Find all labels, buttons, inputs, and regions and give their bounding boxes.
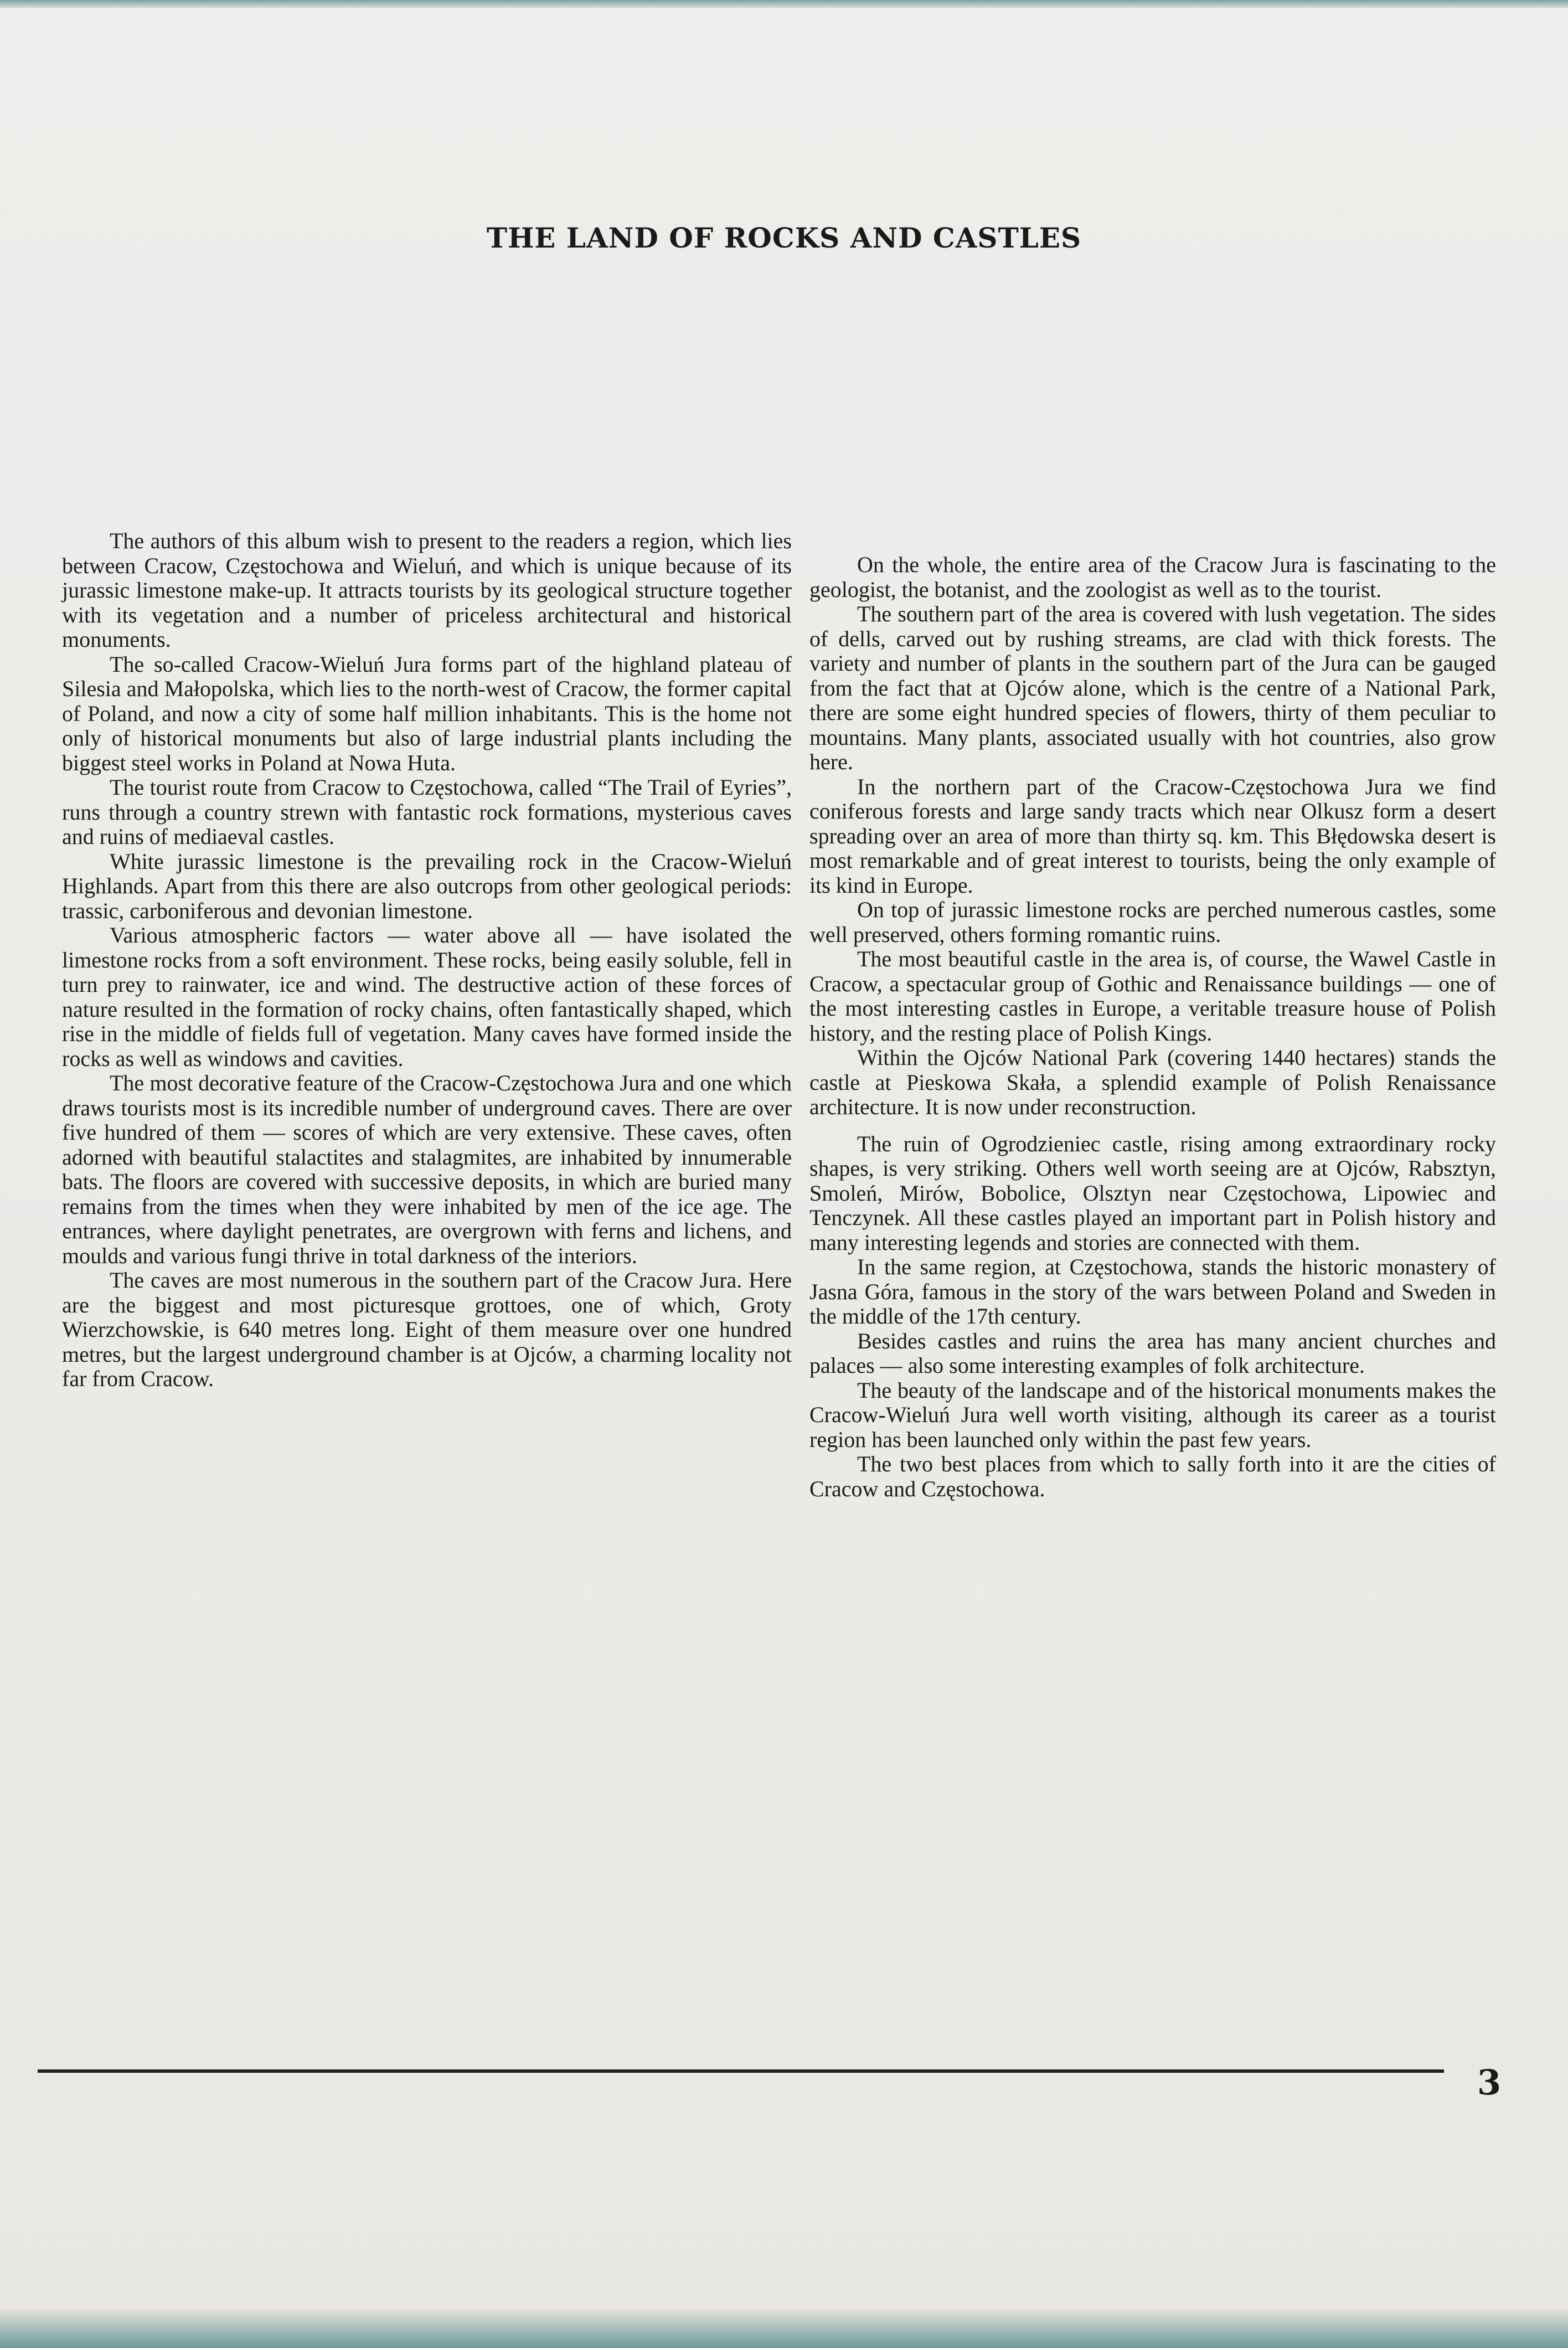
paragraph: Various atmospheric factors — water above all — have isolated the limestone rocks from a soft environment. These rocks, being easily soluble, fell in turn prey to rainwater, ice and wind. The destructive action of these forces of nature resulted in the formation of rocky chains, often fantastically shaped, which rise in the middle of fields full of vegetation. Many caves have formed inside the rocks as well as windows and cavities. [62, 923, 792, 1071]
paragraph: Besides castles and ruins the area has many ancient churches and palaces — also some interesting examples of folk architecture. [809, 1328, 1496, 1378]
paragraph: The tourist route from Cracow to Częstochowa, called “The Trail of Eyries”, runs through a country strewn with fantastic rock formations, mysterious caves and ruins of mediaeval castles. [62, 775, 792, 849]
paragraph: The so-called Cracow-Wieluń Jura forms part of the highland plateau of Silesia and Małopolska, which lies to the north-west of Cracow, the former capital of Poland, and now a city of some half million inhabitants. This is the home not only of historical monuments but also of large industrial plants including the biggest steel works in Poland at Nowa Huta. [62, 651, 792, 775]
paragraph: The most decorative feature of the Cracow-Częstochowa Jura and one which draws tourists most is its incredible number of underground caves. There are over five hundred of them — scores of which are very extensive. These caves, often adorned with beautiful stalactites and stalagmites, are inhabited by innumerable bats. The floors are covered with successive deposits, in which are buried many remains from the times when they were inhabited by men of the ice age. The entrances, where daylight penetrates, are overgrown with ferns and lichens, and moulds and various fungi thrive in total darkness of the interiors. [62, 1070, 792, 1268]
page-number: 3 [1477, 2062, 1502, 2103]
paragraph: The ruin of Ogrodzieniec castle, rising among extraordinary rocky shapes, is very striking. Others well worth seeing are at Ojców, Rabsztyn, Smoleń, Mirów, Bobolice, Olsztyn near Częstochowa, Lipowiec and Tenczynek. All these castles played an important part in Polish history and many interesting legends and stories are connected with them. [809, 1131, 1496, 1255]
paragraph: The authors of this album wish to present to the readers a region, which lies between Cracow, Częstochowa and Wieluń, and which is unique because of its jurassic limestone make-up. It attracts tourists by its geological structure together with its vegetation and a number of priceless architectural and historical monuments. [62, 528, 792, 652]
paragraph: In the northern part of the Cracow-Częstochowa Jura we find coniferous forests and large sandy tracts which near Olkusz form a desert spreading over an area of more than thirty sq. km. This Błędowska desert is most remarkable and of great interest to tourists, being the only example of its kind in Europe. [809, 774, 1496, 898]
paragraph: The caves are most numerous in the southern part of the Cracow Jura. Here are the biggest and most picturesque grottoes, one of which, Groty Wierzchowskie, is 640 metres long. Eight of them measure over one hundred metres, but the largest underground chamber is at Ojców, a charming locality not far from Cracow. [62, 1268, 792, 1391]
page-top-edge [0, 0, 1568, 8]
paragraph: White jurassic limestone is the prevailing rock in the Cracow-Wieluń Highlands. Apart from this there are also outcrops from other geological periods: trassic, carboniferous and devonian limestone. [62, 848, 792, 923]
paragraph: The two best places from which to sally forth into it are the cities of Cracow and Częstochowa. [809, 1451, 1496, 1501]
footer-rule [38, 2069, 1444, 2073]
paragraph: On top of jurassic limestone rocks are perched numerous castles, some well preserved, others forming romantic ruins. [809, 897, 1496, 947]
paragraph: The beauty of the landscape and of the historical monuments makes the Cracow-Wieluń Jura well worth visiting, although its career as a tourist region has been launched only within the past few years. [809, 1377, 1496, 1452]
paragraph: In the same region, at Częstochowa, stands the historic monastery of Jasna Góra, famous in the story of the wars between Poland and Sweden in the middle of the 17th century. [809, 1254, 1496, 1329]
left-text-column [62, 529, 792, 1392]
page-bottom-edge [0, 2309, 1568, 2348]
page-title: THE LAND OF ROCKS AND CASTLES [486, 222, 1082, 254]
paragraph: Within the Ojców National Park (covering 1440 hectares) stands the castle at Pieskowa Skała, a splendid example of Polish Renaissance architecture. It is now under reconstruction. [809, 1045, 1496, 1119]
paragraph: On the whole, the entire area of the Cracow Jura is fascinating to the geologist, the botanist, and the zoologist as well as to the tourist. [809, 552, 1496, 602]
paragraph: The most beautiful castle in the area is, of course, the Wawel Castle in Cracow, a spectacular group of Gothic and Renaissance buildings — one of the most interesting castles in Europe, a veritable treasure house of Polish history, and the resting place of Polish Kings. [809, 946, 1496, 1046]
right-text-column [809, 553, 1496, 1501]
paragraph: The southern part of the area is covered with lush vegetation. The sides of dells, carved out by rushing streams, are clad with thick forests. The variety and number of plants in the southern part of the Jura can be gauged from the fact that at Ojców alone, which is the centre of a National Park, there are some eight hundred species of flowers, thirty of them peculiar to mountains. Many plants, associated usually with hot countries, also grow here. [809, 601, 1496, 774]
